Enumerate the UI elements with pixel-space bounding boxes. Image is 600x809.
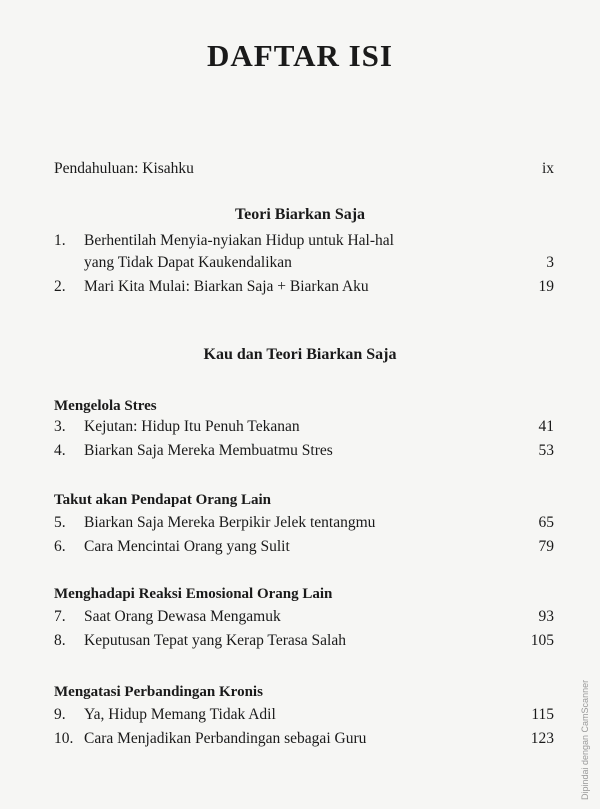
item-title: Saat Orang Dewasa Mengamuk bbox=[84, 608, 281, 625]
toc-item bbox=[54, 538, 554, 560]
item-number: 10. bbox=[54, 730, 74, 747]
item-page: 41 bbox=[538, 418, 554, 435]
item-title: Berhentilah Menyia-nyiakan Hidup untuk Hal-hal bbox=[84, 232, 394, 249]
item-number: 7. bbox=[54, 608, 66, 625]
toc-item-continuation bbox=[54, 254, 554, 276]
toc-item bbox=[54, 730, 554, 752]
item-page: 19 bbox=[538, 278, 554, 295]
item-title: Ya, Hidup Memang Tidak Adil bbox=[84, 706, 276, 723]
item-page: 93 bbox=[538, 608, 554, 625]
item-title: Cara Mencintai Orang yang Sulit bbox=[84, 538, 290, 555]
item-number: 3. bbox=[54, 418, 66, 435]
toc-item bbox=[54, 632, 554, 654]
item-title-line2: yang Tidak Dapat Kaukendalikan bbox=[84, 254, 292, 271]
item-title: Mari Kita Mulai: Biarkan Saja + Biarkan Aku bbox=[84, 278, 369, 295]
section-heading: Menghadapi Reaksi Emosional Orang Lain bbox=[54, 586, 333, 602]
section-heading: Mengelola Stres bbox=[54, 398, 157, 414]
item-page: 115 bbox=[531, 706, 554, 723]
scanner-watermark: Dipindai dengan CamScanner bbox=[580, 679, 590, 800]
toc-item bbox=[54, 418, 554, 440]
item-page: 123 bbox=[530, 730, 554, 747]
toc-item bbox=[54, 442, 554, 464]
item-number: 6. bbox=[54, 538, 66, 555]
item-number: 2. bbox=[54, 278, 66, 295]
item-title: Cara Menjadikan Perbandingan sebagai Guru bbox=[84, 730, 367, 747]
item-page: 65 bbox=[538, 514, 554, 531]
item-page: 105 bbox=[530, 632, 554, 649]
section-heading: Mengatasi Perbandingan Kronis bbox=[54, 684, 263, 700]
item-title: Biarkan Saja Mereka Berpikir Jelek tentangmu bbox=[84, 514, 376, 531]
toc-item bbox=[54, 514, 554, 536]
toc-item bbox=[54, 608, 554, 630]
item-number: 5. bbox=[54, 514, 66, 531]
item-number: 8. bbox=[54, 632, 66, 649]
item-page: 53 bbox=[538, 442, 554, 459]
toc-item bbox=[54, 706, 554, 728]
toc-intro-row bbox=[54, 160, 554, 178]
item-title: Biarkan Saja Mereka Membuatmu Stres bbox=[84, 442, 333, 459]
toc-intro-page: ix bbox=[541, 160, 554, 177]
item-page: 3 bbox=[546, 254, 554, 271]
toc-intro-label: Pendahuluan: Kisahku bbox=[54, 160, 194, 177]
item-page: 79 bbox=[538, 538, 554, 555]
item-title: Kejutan: Hidup Itu Penuh Tekanan bbox=[84, 418, 300, 435]
item-number: 9. bbox=[54, 706, 66, 723]
toc-item bbox=[54, 278, 554, 300]
part-title: Kau dan Teori Biarkan Saja bbox=[203, 346, 397, 363]
page-title: DAFTAR ISI bbox=[207, 38, 393, 73]
item-number: 1. bbox=[54, 232, 66, 249]
toc-item bbox=[54, 232, 554, 254]
section-heading: Takut akan Pendapat Orang Lain bbox=[54, 492, 272, 508]
part-title: Teori Biarkan Saja bbox=[234, 206, 366, 223]
item-title: Keputusan Tepat yang Kerap Terasa Salah bbox=[84, 632, 346, 649]
item-number: 4. bbox=[54, 442, 66, 459]
